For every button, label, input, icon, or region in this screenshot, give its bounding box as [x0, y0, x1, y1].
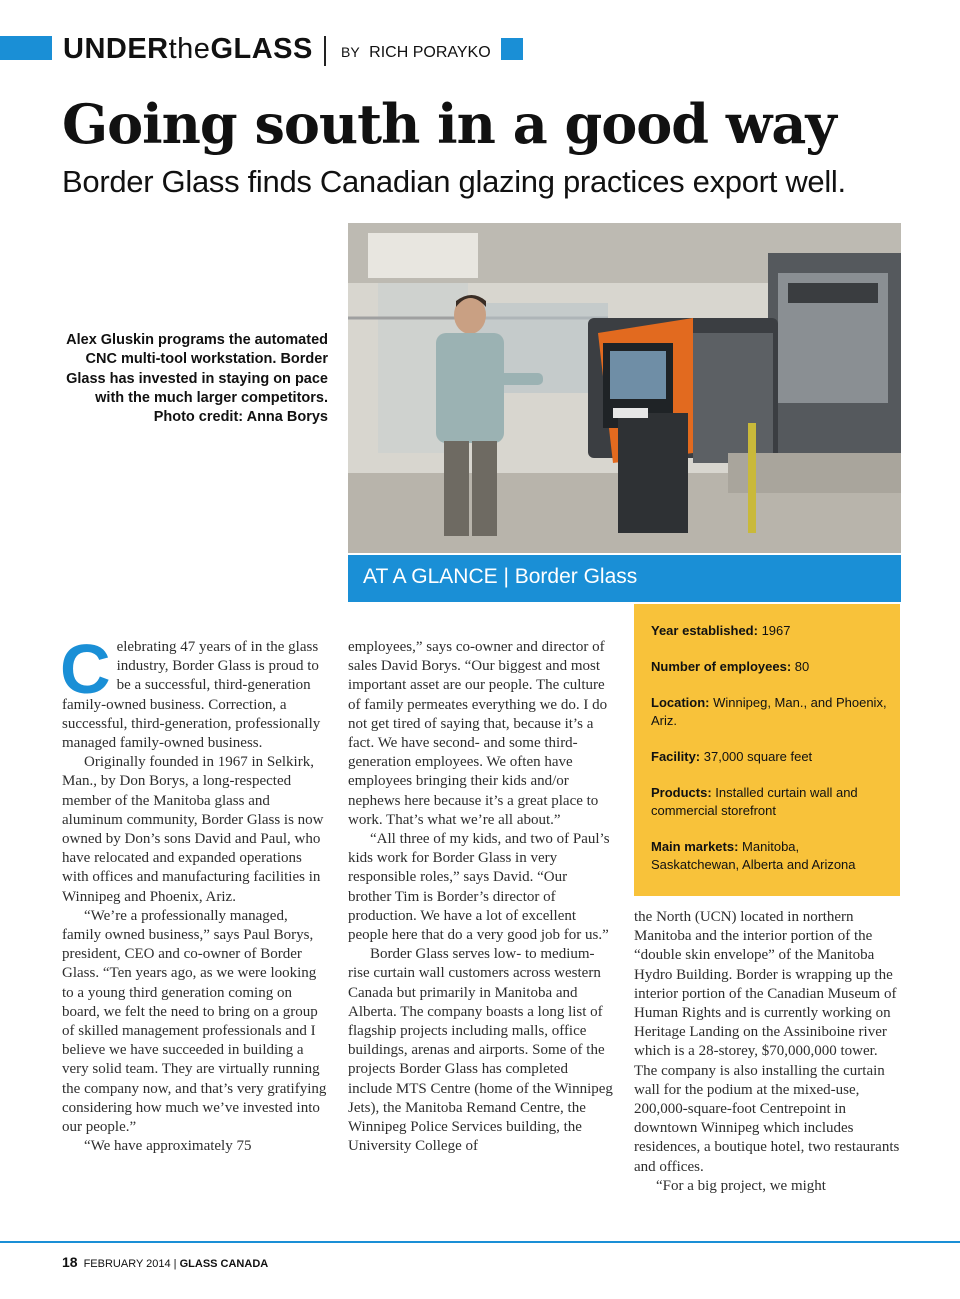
- body-paragraph: Celebrating 47 years of in the glass industry, Border Glass is proud to be a successful, third-generation family-owned business. Correction, a successful, third-generation, professionally managed family-owned business.: [60, 630, 321, 752]
- fact-location: Location: Winnipeg, Man., and Phoenix, Ariz.: [651, 695, 887, 728]
- body-paragraph: the North (UCN) located in northern Manitoba and the interior portion of the “double skin envelope” of the Manitoba Hydro Building. Border is wrapping up the interior portion of the Canadian Museum of Human Rights and is currently working on Heritage Landing on the Assiniboine river which is a 28-storey, $70,000,000 tower. The company is also installing the curtain wall for the podium at the mixed-use, 200,000-square-foot Centrepoint in downtown Winnipeg which includes residences, a boutique hotel, two restaurants and offices.: [634, 909, 900, 1175]
- body-paragraph: Border Glass serves low- to medium-rise curtain wall customers across western Canada but primarily in Manitoba and Alberta. The company boasts a long list of flagship projects including malls, office buildings, arenas and airports. Some of the projects Border Glass has completed include MTS Centre (home of the Winnipeg Jets), the Manitoba Remand Centre, the Winnipeg Police Services building, the University College of: [348, 946, 613, 1155]
- drop-cap: C: [60, 630, 111, 708]
- body-paragraph: “All three of my kids, and two of Paul’s kids work for Border Glass in very responsible roles,” says David. “Our brother Tim is Border’s director of production. We have a lot of excellent people here that do a very good job for us.”: [348, 831, 610, 944]
- magazine-name: GLASS CANADA: [179, 1258, 269, 1270]
- fact-year-established: Year established: 1967: [651, 623, 791, 638]
- byline: BY RICH PORAYKO: [341, 44, 491, 61]
- fact-employees: Number of employees: 80: [651, 659, 810, 674]
- body-column-2: [348, 638, 614, 1156]
- at-a-glance-heading: AT A GLANCE | Border Glass: [348, 555, 901, 602]
- body-paragraph: “We have approximately 75: [84, 1138, 252, 1155]
- fact-main-markets: Main markets: Manitoba, Saskatchewan, Alberta and Arizona: [651, 839, 856, 872]
- subheadline: Border Glass finds Canadian glazing practices export well.: [62, 164, 846, 199]
- section-marker-square: [501, 38, 523, 60]
- workshop-photo: [348, 223, 901, 553]
- section-title: UNDERtheGLASS: [63, 33, 313, 65]
- photo-caption: Alex Gluskin programs the automated CNC multi-tool workstation. Border Glass has invested in staying on pace with the much larger competitors. Photo credit: Anna Borys: [66, 332, 328, 426]
- fact-facility: Facility: 37,000 square feet: [651, 749, 813, 764]
- body-paragraph: “We’re a professionally managed, family owned business,” says Paul Borys, president, CEO and co-owner of Border Glass. “Ten years ago, as we were looking to a young third generation coming on board, we felt the need to bring on a group of skilled management professionals and I believe we have succeeded in building a very solid team. They are virtually running the company now, and that’s very gratifying considering how much we’ve invested into our people.”: [62, 907, 327, 1136]
- body-paragraph: “For a big project, we might: [656, 1177, 826, 1194]
- page-number: 18: [62, 1254, 78, 1270]
- header-divider: [324, 36, 326, 66]
- headline: Going south in a good way: [62, 92, 836, 156]
- body-column-3: [634, 908, 900, 1196]
- body-column-1: [60, 630, 328, 1156]
- at-a-glance-box: [634, 604, 900, 896]
- footer-rule: [0, 1241, 960, 1243]
- section-marker-bar: [0, 36, 52, 60]
- body-paragraph: Originally founded in 1967 in Selkirk, Man., by Don Borys, a long-respected member of the Manitoba glass and aluminum community, Border Glass is now owned by Don’s sons David and Paul, who have relocated and expanded operations with offices and manufacturing facilities in Winnipeg and Phoenix, Ariz.: [62, 754, 324, 905]
- fact-products: Products: Installed curtain wall and commercial storefront: [651, 785, 858, 818]
- body-paragraph: employees,” says co-owner and director of sales David Borys. “Our biggest and most important asset are our people. The culture of family permeates everything we do. I do not get tired of saying that, because it’s a fact. We have second- and some third-generation employees. We often have employees bringing their kids and/or nephews here because it’s a great place to work. That’s what we’re all about.”: [348, 639, 608, 828]
- page-footer: 18 FEBRUARY 2014 | GLASS CANADA: [62, 1254, 269, 1270]
